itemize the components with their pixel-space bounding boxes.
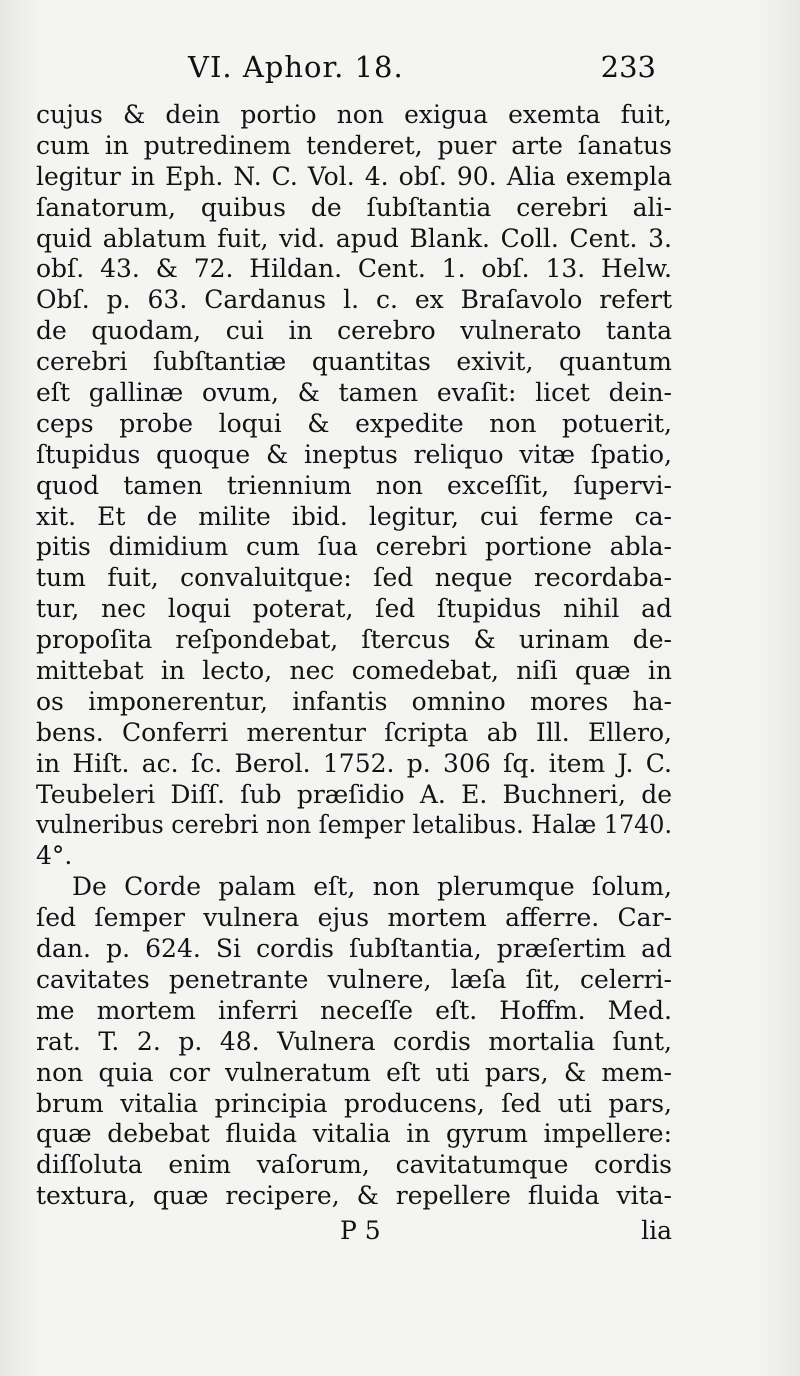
text-line: me mortem inferri neceſſe eſt. Hoffm. Med. <box>36 995 672 1025</box>
text-line: diſſoluta enim vaſorum, cavitatumque cordis <box>36 1150 672 1180</box>
text-line: cerebri ſubſtantiæ quantitas exivit, quantum <box>36 347 672 377</box>
paragraph-start-line: De Corde palam eſt, non plerumque ſolum, <box>72 872 672 902</box>
text-line: cum in putredinem tenderet, puer arte ſanatus <box>36 130 672 160</box>
text-line: tur, nec loqui poterat, ſed ſtupidus nihil ad <box>36 594 672 624</box>
text-line: bens. Conferri merentur ſcripta ab Ill. Ellero, <box>36 717 672 747</box>
text-line: non quia cor vulneratum eſt uti pars, & mem- <box>36 1057 672 1087</box>
text-line: Teubeleri Diſſ. ſub præſidio A. E. Buchneri, de <box>36 779 672 809</box>
text-line: quod tamen triennium non exceſſit, ſupervi- <box>36 470 672 500</box>
body-text <box>36 100 672 1212</box>
text-line: xit. Et de milite ibid. legitur, cui ferme ca- <box>36 501 672 531</box>
text-line: mittebat in lecto, nec comedebat, niſi quæ in <box>36 656 672 686</box>
text-line: 4°. <box>36 841 73 871</box>
text-line: tum fuit, convaluitque: ſed neque recordaba- <box>36 563 672 593</box>
page-footer <box>36 1216 672 1250</box>
text-line: os imponerentur, infantis omnino mores ha- <box>36 686 672 716</box>
text-line: legitur in Eph. N. C. Vol. 4. obſ. 90. Alia exempla <box>36 161 672 191</box>
text-line: cujus & dein portio non exigua exemta fuit, <box>36 100 672 129</box>
running-head: VI. Aphor. 18. <box>188 50 404 84</box>
text-line: obſ. 43. & 72. Hildan. Cent. 1. obſ. 13. Helw. <box>36 254 672 284</box>
text-line: dan. p. 624. Si cordis ſubſtantia, præſertim ad <box>36 934 672 964</box>
text-line: rat. T. 2. p. 48. Vulnera cordis mortalia ſunt, <box>36 1026 672 1056</box>
text-line: Obſ. p. 63. Cardanus l. c. ex Braſavolo refert <box>36 285 672 315</box>
page-header <box>188 50 658 86</box>
text-line: ceps probe loqui & expedite non potuerit, <box>36 408 672 438</box>
text-line: quæ debebat fluida vitalia in gyrum impellere: <box>36 1119 672 1149</box>
text-line: propoſita reſpondebat, ſtercus & urinam de- <box>36 625 672 655</box>
text-line: pitis dimidium cum ſua cerebri portione abla- <box>36 532 672 562</box>
text-line: ſed ſemper vulnera ejus mortem afferre. Car- <box>36 903 672 933</box>
text-line: ſanatorum, quibus de ſubſtantia cerebri ali- <box>36 192 672 222</box>
text-line: vulneribus cerebri non ſemper letalibus. Halæ 1740. <box>36 810 672 840</box>
page-number: 233 <box>600 50 656 84</box>
text-line: in Hiſt. ac. ſc. Berol. 1752. p. 306 ſq. item J. C. <box>36 748 672 778</box>
catchword: lia <box>641 1216 672 1245</box>
text-line: brum vitalia principia producens, ſed uti pars, <box>36 1088 672 1118</box>
text-line: de quodam, cui in cerebro vulnerato tanta <box>36 316 672 346</box>
signature-mark: P 5 <box>340 1216 381 1245</box>
text-line: cavitates penetrante vulnere, læſa ſit, celerri- <box>36 964 672 994</box>
text-line: eſt gallinæ ovum, & tamen evaſit: licet dein- <box>36 378 672 408</box>
text-line: ſtupidus quoque & ineptus reliquo vitæ ſpatio, <box>36 439 672 469</box>
text-line: textura, quæ recipere, & repellere fluida vita- <box>36 1181 672 1211</box>
text-line: quid ablatum fuit, vid. apud Blank. Coll. Cent. 3. <box>36 223 672 253</box>
